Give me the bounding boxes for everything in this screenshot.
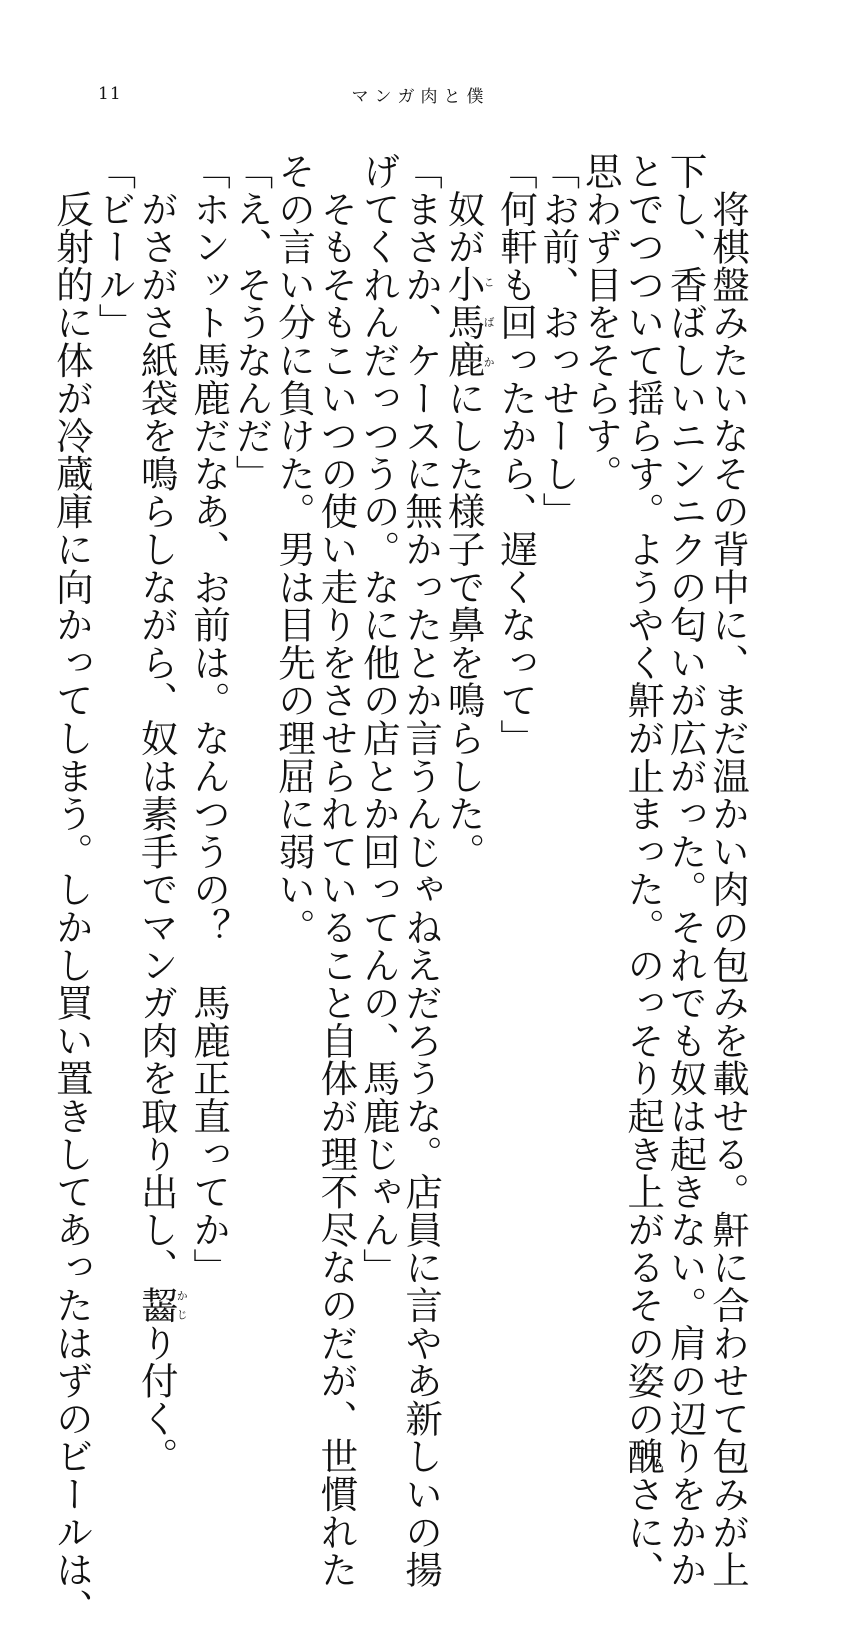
text-line: 「ビール」 xyxy=(92,152,137,341)
text-segment: 奴が xyxy=(441,152,486,266)
text-segment: り付く。 xyxy=(134,1323,179,1476)
text-line: 「ホンット馬鹿だなあ、お前は。なんつうの？ 馬鹿正直ってか」 xyxy=(187,152,232,1286)
text-line: 思わず目をそらす。 xyxy=(578,152,623,493)
text-line: 下し、香ばしいニンニクの匂いが広がった。それでも奴は起きない。肩の辺りをかか xyxy=(663,152,708,1589)
ruby-base: 齧 xyxy=(134,1286,179,1324)
text-line: げてくれんだっつうの。なに他の店とか回ってんの、馬鹿じゃん」 xyxy=(356,152,401,1286)
text-line: 「まさか、ケースに無かったとか言うんじゃねえだろうな。店員に言やあ新しいの揚 xyxy=(399,152,444,1589)
ruby-base: 小馬鹿 xyxy=(441,265,486,379)
text-line: そもそもこいつの使い走りをさせられていること自体が理不尽なのだが、世慣れた xyxy=(314,152,359,1589)
ruby-kaji xyxy=(134,1286,189,1324)
text-line: 「何軒も回ったから、遅くなって」 xyxy=(493,152,538,757)
text-line: 反射的に体が冷蔵庫に向かってしまう。しかし買い置きしてあったはずのビールは、 xyxy=(49,152,94,1626)
text-line: 「え、そうなんだ」 xyxy=(229,152,274,493)
text-line: 将棋盤みたいなその背中に、まだ温かい肉の包みを載せる。鼾に合わせて包みが上 xyxy=(706,152,750,1589)
novel-body-text xyxy=(49,152,750,1626)
ruby-kobaka xyxy=(441,265,496,379)
text-line: その言い分に負けた。男は目先の理屈に弱い。 xyxy=(271,152,316,946)
text-line-with-ruby xyxy=(442,152,494,1137)
page-number: 11 xyxy=(98,84,122,104)
text-segment: がさがさ紙袋を鳴らしながら、奴は素手でマンガ肉を取り出し、 xyxy=(134,152,179,1286)
text-segment: にした様子で鼻を鳴らした。 xyxy=(441,378,486,871)
text-line: とでつついて揺らす。ようやく鼾が止まった。のっそり起き上がるその姿の醜さに、 xyxy=(621,152,666,1589)
text-line-with-ruby xyxy=(134,152,189,1476)
ruby-reading: こばか xyxy=(482,265,496,379)
text-line: 「お前、おっせーし」 xyxy=(536,152,581,530)
ruby-reading: かじ xyxy=(175,1286,189,1324)
running-title: マンガ肉と僕 xyxy=(351,87,490,107)
